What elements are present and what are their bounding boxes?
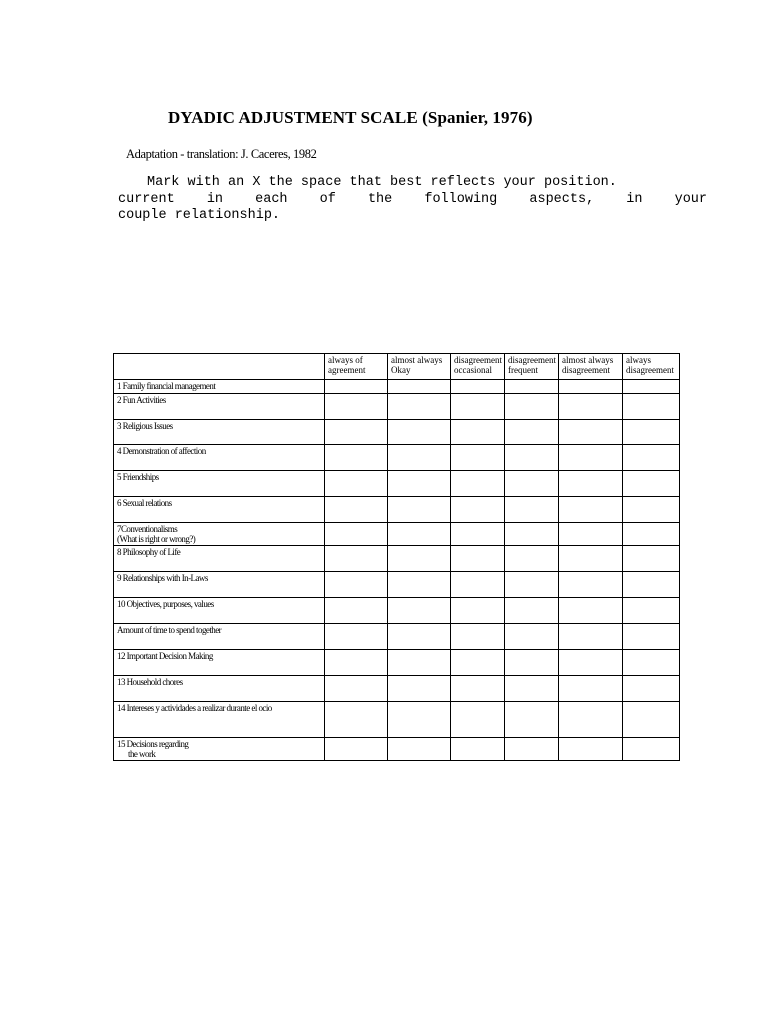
answer-cell[interactable] — [388, 738, 451, 761]
answer-cell[interactable] — [388, 420, 451, 445]
answer-cell[interactable] — [451, 497, 505, 523]
table-row — [114, 676, 680, 702]
item-label: 13 Household chores — [114, 676, 325, 702]
table-row — [114, 471, 680, 497]
item-label: 5 Friendships — [114, 471, 325, 497]
answer-cell[interactable] — [559, 420, 623, 445]
answer-cell[interactable] — [325, 650, 388, 676]
answer-cell[interactable] — [451, 676, 505, 702]
answer-cell[interactable] — [325, 598, 388, 624]
answer-cell[interactable] — [623, 738, 680, 761]
table-row — [114, 598, 680, 624]
answer-cell[interactable] — [623, 598, 680, 624]
table-row — [114, 380, 680, 394]
answer-cell[interactable] — [325, 497, 388, 523]
answer-cell[interactable] — [451, 445, 505, 471]
answer-cell[interactable] — [559, 445, 623, 471]
answer-cell[interactable] — [505, 650, 559, 676]
answer-cell[interactable] — [388, 702, 451, 738]
item-label: 10 Objectives, purposes, values — [114, 598, 325, 624]
answer-cell[interactable] — [559, 471, 623, 497]
item-label: 15 Decisions regarding the work — [114, 738, 325, 761]
item-label: 8 Philosophy of Life — [114, 546, 325, 572]
header-row — [114, 354, 680, 380]
answer-cell[interactable] — [505, 598, 559, 624]
answer-cell[interactable] — [505, 523, 559, 546]
answer-cell[interactable] — [325, 738, 388, 761]
answer-cell[interactable] — [325, 676, 388, 702]
answer-cell[interactable] — [388, 471, 451, 497]
answer-cell[interactable] — [451, 471, 505, 497]
answer-cell[interactable] — [325, 445, 388, 471]
answer-cell[interactable] — [623, 497, 680, 523]
answer-cell[interactable] — [505, 471, 559, 497]
answer-cell[interactable] — [623, 624, 680, 650]
item-label: 9 Relationships with In-Laws — [114, 572, 325, 598]
answer-cell[interactable] — [559, 598, 623, 624]
answer-cell[interactable] — [623, 471, 680, 497]
answer-cell[interactable] — [325, 523, 388, 546]
answer-cell[interactable] — [559, 572, 623, 598]
answer-cell[interactable] — [505, 702, 559, 738]
instructions — [118, 175, 707, 225]
answer-cell[interactable] — [388, 624, 451, 650]
answer-cell[interactable] — [623, 546, 680, 572]
answer-cell[interactable] — [388, 676, 451, 702]
answer-cell[interactable] — [623, 572, 680, 598]
answer-cell[interactable] — [505, 497, 559, 523]
answer-cell[interactable] — [623, 420, 680, 445]
answer-cell[interactable] — [451, 650, 505, 676]
column-header: almost always Okay — [388, 354, 451, 380]
answer-cell[interactable] — [559, 738, 623, 761]
answer-cell[interactable] — [623, 380, 680, 394]
item-label: 14 Intereses y actividades a realizar durante el ocio — [114, 702, 325, 738]
answer-cell[interactable] — [451, 702, 505, 738]
answer-cell[interactable] — [325, 380, 388, 394]
answer-cell[interactable] — [388, 380, 451, 394]
answer-cell[interactable] — [505, 420, 559, 445]
answer-cell[interactable] — [505, 445, 559, 471]
instructions-line-3: couple relationship. — [118, 208, 281, 223]
answer-cell[interactable] — [388, 572, 451, 598]
table-row — [114, 445, 680, 471]
table-row — [114, 624, 680, 650]
item-label: 6 Sexual relations — [114, 497, 325, 523]
table-row — [114, 572, 680, 598]
item-label: 3 Religious Issues — [114, 420, 325, 445]
answer-cell[interactable] — [559, 702, 623, 738]
answer-cell[interactable] — [388, 445, 451, 471]
answer-cell[interactable] — [505, 572, 559, 598]
answer-cell[interactable] — [451, 546, 505, 572]
answer-cell[interactable] — [325, 420, 388, 445]
table-row — [114, 702, 680, 738]
answer-cell[interactable] — [388, 523, 451, 546]
column-header: disagreement frequent — [505, 354, 559, 380]
column-header: always of agreement — [325, 354, 388, 380]
instructions-line-1: Mark with an X the space that best reflects your position. — [147, 175, 617, 190]
answer-cell[interactable] — [325, 546, 388, 572]
table-row — [114, 523, 680, 546]
answer-cell[interactable] — [505, 546, 559, 572]
answer-cell[interactable] — [451, 572, 505, 598]
answer-cell[interactable] — [451, 598, 505, 624]
answer-cell[interactable] — [325, 624, 388, 650]
answer-cell[interactable] — [388, 394, 451, 420]
answer-cell[interactable] — [505, 676, 559, 702]
answer-cell[interactable] — [559, 624, 623, 650]
answer-cell[interactable] — [325, 471, 388, 497]
answer-cell[interactable] — [559, 546, 623, 572]
table-row — [114, 650, 680, 676]
answer-cell[interactable] — [388, 546, 451, 572]
answer-cell[interactable] — [388, 650, 451, 676]
header-item-blank — [114, 354, 325, 380]
answer-cell[interactable] — [388, 497, 451, 523]
column-header: always disagreement — [623, 354, 680, 380]
answer-cell[interactable] — [451, 624, 505, 650]
instructions-line-2: current in each of the following aspects, in your — [118, 191, 707, 207]
column-header: disagreement occasional — [451, 354, 505, 380]
answer-cell[interactable] — [623, 702, 680, 738]
answer-cell[interactable] — [505, 394, 559, 420]
answer-cell[interactable] — [559, 497, 623, 523]
answer-cell[interactable] — [505, 624, 559, 650]
answer-cell[interactable] — [388, 598, 451, 624]
table-row — [114, 420, 680, 445]
answer-cell[interactable] — [623, 523, 680, 546]
table-row — [114, 394, 680, 420]
answer-cell[interactable] — [451, 420, 505, 445]
answer-cell[interactable] — [325, 702, 388, 738]
item-label: 4 Demonstration of affection — [114, 445, 325, 471]
item-label: 1 Family financial management — [114, 380, 325, 394]
table-row — [114, 497, 680, 523]
answer-cell[interactable] — [623, 676, 680, 702]
answer-cell[interactable] — [559, 650, 623, 676]
answer-cell[interactable] — [559, 676, 623, 702]
answer-cell[interactable] — [451, 738, 505, 761]
answer-cell[interactable] — [451, 394, 505, 420]
item-label: Amount of time to spend together — [114, 624, 325, 650]
answer-cell[interactable] — [325, 394, 388, 420]
answer-cell[interactable] — [559, 394, 623, 420]
adaptation-credit: Adaptation - translation: J. Caceres, 1982 — [126, 147, 317, 161]
answer-cell[interactable] — [623, 394, 680, 420]
column-header: almost always disagreement — [559, 354, 623, 380]
answer-cell[interactable] — [559, 523, 623, 546]
table-row — [114, 738, 680, 761]
answer-cell[interactable] — [623, 650, 680, 676]
item-label: 7Conventionalisms (What is right or wrong?) — [114, 523, 325, 546]
answer-cell[interactable] — [451, 380, 505, 394]
table-row — [114, 546, 680, 572]
answer-cell[interactable] — [325, 572, 388, 598]
answer-cell[interactable] — [505, 380, 559, 394]
adjustment-scale-table — [113, 353, 680, 761]
answer-cell[interactable] — [559, 380, 623, 394]
item-label: 12 Important Decision Making — [114, 650, 325, 676]
answer-cell[interactable] — [623, 445, 680, 471]
document-title: DYADIC ADJUSTMENT SCALE (Spanier, 1976) — [168, 108, 533, 127]
item-label: 2 Fun Activities — [114, 394, 325, 420]
answer-cell[interactable] — [451, 523, 505, 546]
answer-cell[interactable] — [505, 738, 559, 761]
